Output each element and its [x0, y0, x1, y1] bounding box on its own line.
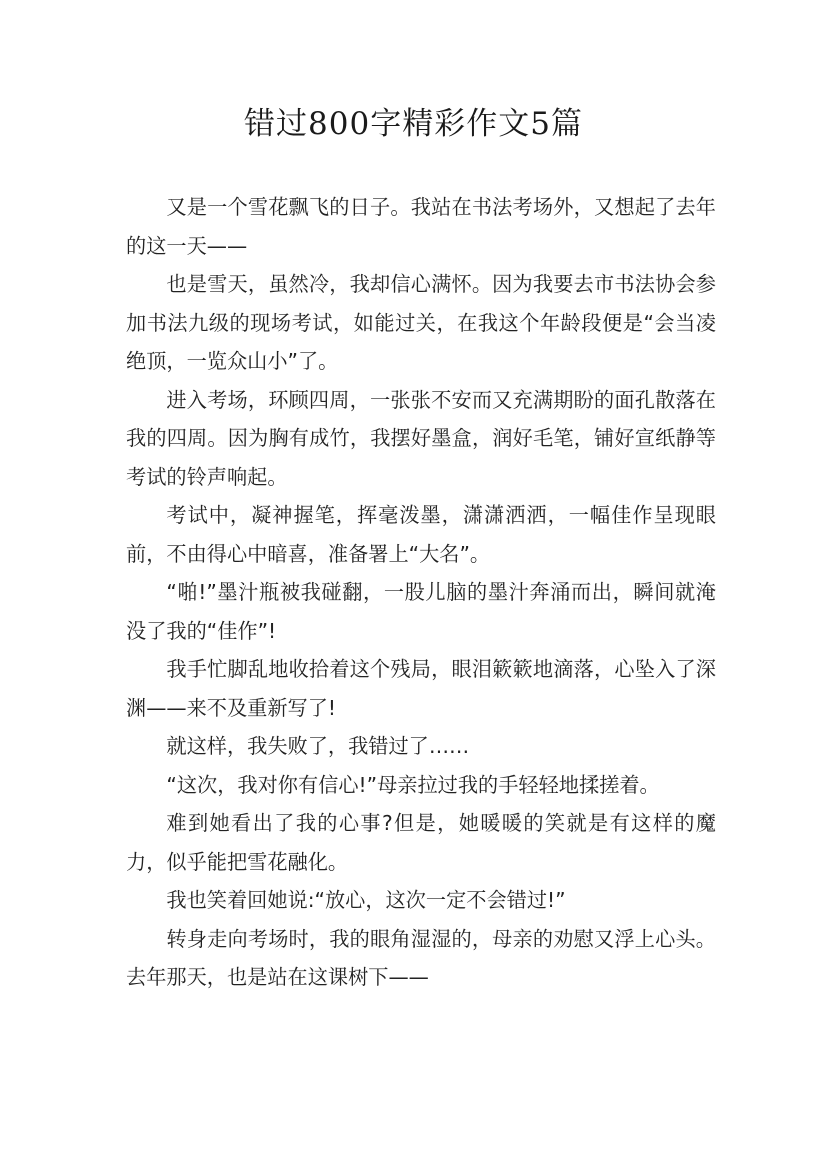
paragraph-2: 也是雪天，虽然冷，我却信心满怀。因为我要去市书法协会参加书法九级的现场考试，如能过关，在我这个年龄段便是“会当凌绝顶，一览众山小”了。 — [126, 272, 716, 373]
paragraph-6: 我手忙脚乱地收拾着这个残局，眼泪簌簌地滴落，心坠入了深渊——来不及重新写了! — [126, 657, 716, 720]
paragraph-10: 我也笑着回她说:“放心，这次一定不会错过!” — [166, 888, 566, 912]
paragraph-11: 转身走向考场时，我的眼角湿湿的，母亲的劝慰又浮上心头。去年那天，也是站在这课树下—— — [126, 926, 716, 989]
document-body — [126, 188, 716, 997]
paragraph-1: 又是一个雪花飘飞的日子。我站在书法考场外，又想起了去年的这一天—— — [126, 195, 716, 258]
paragraph-9: 难到她看出了我的心事?但是，她暖暖的笑就是有这样的魔力，似乎能把雪花融化。 — [126, 811, 716, 874]
paragraph-3: 进入考场，环顾四周，一张张不安而又充满期盼的面孔散落在我的四周。因为胸有成竹，我摆好墨盒，润好毛笔，铺好宣纸静等考试的铃声响起。 — [126, 387, 716, 489]
paragraph-7: 就这样，我失败了，我错过了…… — [166, 734, 470, 758]
paragraph-8: “这次，我对你有信心!”母亲拉过我的手轻轻地揉搓着。 — [166, 772, 660, 797]
paragraph-5: “啪!”墨汁瓶被我碰翻，一股儿脑的墨汁奔涌而出，瞬间就淹没了我的“佳作”! — [126, 580, 716, 643]
document-title: 错过800字精彩作文5篇 — [244, 106, 583, 142]
paragraph-4: 考试中，凝神握笔，挥毫泼墨，潇潇洒洒，一幅佳作呈现眼前，不由得心中暗喜，准备署上“大名”。 — [126, 503, 716, 566]
